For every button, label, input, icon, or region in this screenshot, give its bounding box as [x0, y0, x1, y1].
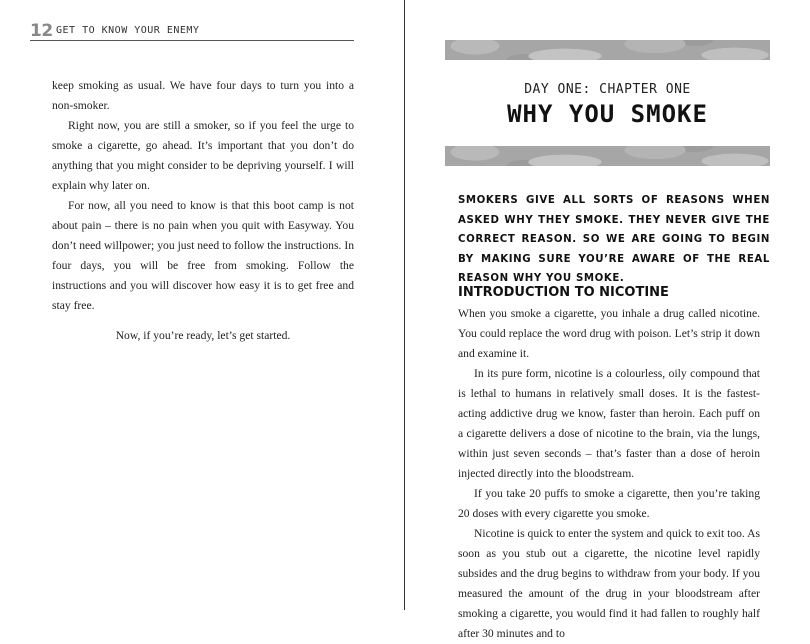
chapter-intro: SMOKERS GIVE ALL SORTS OF REASONS WHEN ASKED WHY THEY SMOKE. THEY NEVER GIVE THE CORRECT REASON. SO WE ARE GOING TO BEGIN BY MAKING SURE YOU’RE AWARE OF THE REAL REASON WHY YOU SMOKE. — [458, 195, 770, 284]
paragraph: For now, all you need to know is that this boot camp is not about pain – there is no pain when you quit with Easyway. You don’t need willpower; you just need to follow the instructions. In four days, you will be free from smoking. Follow the instructions and you will discover how easy it is to get free and stay free. — [52, 199, 354, 312]
camo-banner-top — [445, 40, 770, 60]
paragraph: When you smoke a cigarette, you inhale a drug called nicotine. You could replace the word drug with poison. Let’s strip it down and examine it. — [458, 307, 760, 360]
right-body-text — [458, 304, 760, 644]
paragraph: Right now, you are still a smoker, so if you feel the urge to smoke a cigarette, go ahead. It’s important that you don’t do anything that you might consider to be depriving yourself. I will explain why later on. — [52, 119, 354, 192]
running-head — [30, 21, 354, 41]
paragraph: Nicotine is quick to enter the system and quick to exit too. As soon as you stub out a cigarette, the nicotine level rapidly subsides and the drug begins to withdraw from your body. If you measured the amount of the drug in your bloodstream after smoking a cigarette, you would find it had fallen to roughly half after 30 minutes and to — [458, 527, 760, 640]
running-head-title: GET TO KNOW YOUR ENEMY — [56, 25, 200, 36]
page-number: 12 — [30, 21, 53, 41]
paragraph: keep smoking as usual. We have four days to turn you into a non-smoker. — [52, 79, 354, 112]
closing-line: Now, if you’re ready, let’s get started. — [115, 329, 291, 342]
paragraph: If you take 20 puffs to smoke a cigarette, then you’re taking 20 doses with every cigarette you smoke. — [458, 487, 760, 520]
right-page — [405, 0, 810, 640]
chapter-title: WHY YOU SMOKE — [507, 100, 708, 128]
left-body-text — [52, 76, 354, 346]
section-heading: INTRODUCTION TO NICOTINE — [458, 285, 669, 300]
left-page — [0, 0, 405, 610]
paragraph: In its pure form, nicotine is a colourless, oily compound that is lethal to humans in relatively small doses. It is the fastest-acting addictive drug we know, faster than heroin. Each puff on a cigarette delivers a dose of nicotine to the brain, via the lungs, within just seven seconds – that’s faster than a dose of heroin injected directly into the bloodstream. — [458, 367, 760, 480]
camo-banner-bottom — [445, 146, 770, 166]
chapter-label: DAY ONE: CHAPTER ONE — [524, 82, 691, 97]
